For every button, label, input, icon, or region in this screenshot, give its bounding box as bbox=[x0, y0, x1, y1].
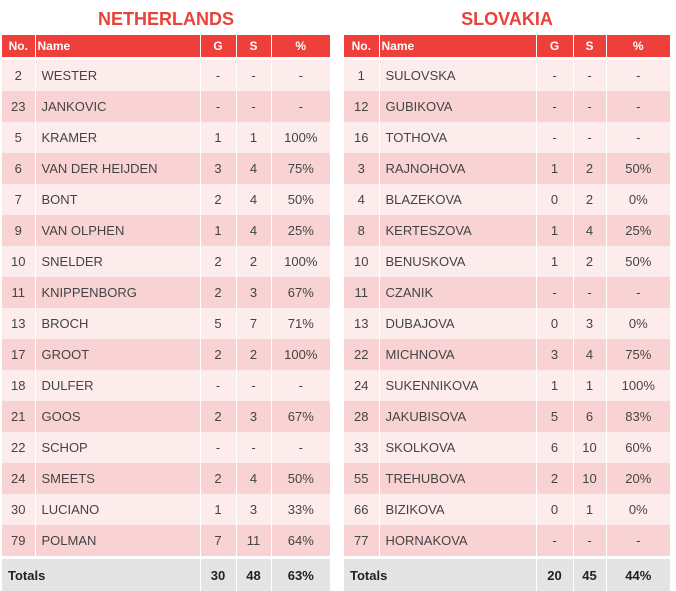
player-shots: 4 bbox=[236, 184, 271, 215]
player-name: TREHUBOVA bbox=[379, 463, 536, 494]
player-number: 28 bbox=[344, 401, 379, 432]
player-percent: 50% bbox=[606, 246, 670, 277]
player-percent: - bbox=[271, 60, 330, 91]
player-shots: 1 bbox=[573, 494, 606, 525]
player-shots: 2 bbox=[573, 184, 606, 215]
table-row bbox=[344, 153, 670, 184]
player-name: JAKUBISOVA bbox=[379, 401, 536, 432]
table-row bbox=[344, 246, 670, 277]
player-percent: - bbox=[271, 432, 330, 463]
table-row bbox=[2, 91, 330, 122]
player-number: 24 bbox=[2, 463, 35, 494]
player-name: SCHOP bbox=[35, 432, 200, 463]
col-header-name: Name bbox=[379, 35, 536, 57]
player-goals: 1 bbox=[536, 215, 573, 246]
player-goals: 5 bbox=[200, 308, 236, 339]
player-shots: 2 bbox=[236, 246, 271, 277]
player-percent: 0% bbox=[606, 308, 670, 339]
player-goals: 2 bbox=[200, 184, 236, 215]
player-name: HORNAKOVA bbox=[379, 525, 536, 556]
player-shots: 2 bbox=[573, 246, 606, 277]
player-number: 16 bbox=[344, 122, 379, 153]
table-row bbox=[2, 339, 330, 370]
table-row bbox=[344, 525, 670, 556]
player-goals: 2 bbox=[200, 463, 236, 494]
player-number: 18 bbox=[2, 370, 35, 401]
totals-row bbox=[344, 559, 670, 591]
player-number: 6 bbox=[2, 153, 35, 184]
player-goals: 2 bbox=[200, 401, 236, 432]
table-row bbox=[2, 215, 330, 246]
player-goals: 1 bbox=[536, 153, 573, 184]
player-number: 55 bbox=[344, 463, 379, 494]
player-number: 5 bbox=[2, 122, 35, 153]
table-row bbox=[2, 246, 330, 277]
player-goals: - bbox=[536, 277, 573, 308]
player-shots: 4 bbox=[236, 463, 271, 494]
player-name: BENUSKOVA bbox=[379, 246, 536, 277]
player-shots: - bbox=[573, 277, 606, 308]
player-shots: - bbox=[236, 91, 271, 122]
player-goals: 1 bbox=[536, 246, 573, 277]
player-percent: 100% bbox=[606, 370, 670, 401]
table-row bbox=[2, 122, 330, 153]
table-row bbox=[344, 339, 670, 370]
player-percent: 50% bbox=[271, 184, 330, 215]
player-percent: 64% bbox=[271, 525, 330, 556]
player-shots: 4 bbox=[573, 215, 606, 246]
player-number: 79 bbox=[2, 525, 35, 556]
player-shots: 3 bbox=[236, 401, 271, 432]
player-percent: 33% bbox=[271, 494, 330, 525]
col-header-name: Name bbox=[35, 35, 200, 57]
player-name: VAN DER HEIJDEN bbox=[35, 153, 200, 184]
player-name: BIZIKOVA bbox=[379, 494, 536, 525]
player-percent: 75% bbox=[271, 153, 330, 184]
table-row bbox=[344, 91, 670, 122]
table-row bbox=[344, 494, 670, 525]
player-shots: 2 bbox=[236, 339, 271, 370]
table-row bbox=[2, 184, 330, 215]
player-shots: - bbox=[573, 122, 606, 153]
player-goals: 2 bbox=[200, 277, 236, 308]
totals-shots: 45 bbox=[573, 559, 606, 591]
table-row bbox=[344, 370, 670, 401]
player-number: 13 bbox=[344, 308, 379, 339]
player-number: 66 bbox=[344, 494, 379, 525]
header-row bbox=[2, 35, 330, 57]
team-netherlands-panel bbox=[2, 0, 330, 591]
player-goals: - bbox=[536, 91, 573, 122]
player-name: SNELDER bbox=[35, 246, 200, 277]
table-body bbox=[344, 57, 670, 591]
player-percent: 0% bbox=[606, 494, 670, 525]
col-header-no: No. bbox=[344, 35, 379, 57]
player-percent: 25% bbox=[606, 215, 670, 246]
table-row bbox=[344, 184, 670, 215]
player-goals: 0 bbox=[536, 308, 573, 339]
player-percent: 50% bbox=[271, 463, 330, 494]
player-name: LUCIANO bbox=[35, 494, 200, 525]
table-row bbox=[2, 463, 330, 494]
player-shots: - bbox=[236, 370, 271, 401]
player-name: JANKOVIC bbox=[35, 91, 200, 122]
player-number: 12 bbox=[344, 91, 379, 122]
player-percent: 100% bbox=[271, 246, 330, 277]
player-percent: 100% bbox=[271, 122, 330, 153]
player-percent: 71% bbox=[271, 308, 330, 339]
player-shots: 10 bbox=[573, 463, 606, 494]
table-row bbox=[344, 277, 670, 308]
player-name: KRAMER bbox=[35, 122, 200, 153]
totals-goals: 30 bbox=[200, 559, 236, 591]
table-row bbox=[344, 60, 670, 91]
totals-percent: 44% bbox=[606, 559, 670, 591]
player-name: DUBAJOVA bbox=[379, 308, 536, 339]
player-name: BROCH bbox=[35, 308, 200, 339]
player-number: 17 bbox=[2, 339, 35, 370]
player-number: 4 bbox=[344, 184, 379, 215]
player-goals: 2 bbox=[536, 463, 573, 494]
player-name: KERTESZOVA bbox=[379, 215, 536, 246]
totals-label: Totals bbox=[344, 559, 536, 591]
player-name: GOOS bbox=[35, 401, 200, 432]
table-row bbox=[2, 277, 330, 308]
player-number: 10 bbox=[2, 246, 35, 277]
player-shots: 4 bbox=[573, 339, 606, 370]
player-shots: - bbox=[573, 60, 606, 91]
player-percent: 25% bbox=[271, 215, 330, 246]
player-number: 10 bbox=[344, 246, 379, 277]
player-shots: 2 bbox=[573, 153, 606, 184]
player-shots: 3 bbox=[573, 308, 606, 339]
player-percent: - bbox=[606, 525, 670, 556]
player-name: SKOLKOVA bbox=[379, 432, 536, 463]
table-row bbox=[2, 60, 330, 91]
player-goals: 0 bbox=[536, 184, 573, 215]
player-percent: 50% bbox=[606, 153, 670, 184]
totals-row bbox=[2, 559, 330, 591]
player-goals: - bbox=[536, 525, 573, 556]
player-number: 1 bbox=[344, 60, 379, 91]
player-number: 33 bbox=[344, 432, 379, 463]
table-row bbox=[2, 370, 330, 401]
player-name: WESTER bbox=[35, 60, 200, 91]
player-goals: 2 bbox=[200, 339, 236, 370]
totals-label: Totals bbox=[2, 559, 200, 591]
totals-goals: 20 bbox=[536, 559, 573, 591]
player-shots: 6 bbox=[573, 401, 606, 432]
table-row bbox=[2, 153, 330, 184]
player-shots: 4 bbox=[236, 215, 271, 246]
player-number: 7 bbox=[2, 184, 35, 215]
table-row bbox=[2, 401, 330, 432]
header-row bbox=[344, 35, 670, 57]
player-percent: - bbox=[606, 277, 670, 308]
player-shots: 1 bbox=[573, 370, 606, 401]
player-shots: - bbox=[573, 91, 606, 122]
player-goals: 1 bbox=[200, 122, 236, 153]
player-shots: 4 bbox=[236, 153, 271, 184]
col-header-goals: G bbox=[200, 35, 236, 57]
player-goals: - bbox=[536, 122, 573, 153]
player-name: CZANIK bbox=[379, 277, 536, 308]
player-name: SMEETS bbox=[35, 463, 200, 494]
player-number: 9 bbox=[2, 215, 35, 246]
player-name: MICHNOVA bbox=[379, 339, 536, 370]
totals-percent: 63% bbox=[271, 559, 330, 591]
col-header-shots: S bbox=[573, 35, 606, 57]
team-title: SLOVAKIA bbox=[461, 9, 553, 29]
table-row bbox=[344, 463, 670, 494]
player-name: BONT bbox=[35, 184, 200, 215]
player-number: 13 bbox=[2, 308, 35, 339]
player-percent: 0% bbox=[606, 184, 670, 215]
player-number: 77 bbox=[344, 525, 379, 556]
team-title: NETHERLANDS bbox=[97, 9, 234, 29]
table-row bbox=[2, 308, 330, 339]
player-percent: 67% bbox=[271, 401, 330, 432]
col-header-no: No. bbox=[2, 35, 35, 57]
table-row bbox=[344, 308, 670, 339]
col-header-percent: % bbox=[606, 35, 670, 57]
player-goals: - bbox=[200, 432, 236, 463]
player-number: 3 bbox=[344, 153, 379, 184]
table-row bbox=[344, 432, 670, 463]
player-shots: 1 bbox=[236, 122, 271, 153]
col-header-percent: % bbox=[271, 35, 330, 57]
player-number: 30 bbox=[2, 494, 35, 525]
player-goals: 5 bbox=[536, 401, 573, 432]
player-goals: 1 bbox=[200, 494, 236, 525]
player-number: 22 bbox=[2, 432, 35, 463]
player-name: GUBIKOVA bbox=[379, 91, 536, 122]
player-goals: 7 bbox=[200, 525, 236, 556]
player-shots: - bbox=[236, 60, 271, 91]
player-goals: - bbox=[536, 60, 573, 91]
player-goals: - bbox=[200, 370, 236, 401]
player-number: 24 bbox=[344, 370, 379, 401]
player-name: DULFER bbox=[35, 370, 200, 401]
table-row bbox=[2, 494, 330, 525]
col-header-shots: S bbox=[236, 35, 271, 57]
player-percent: - bbox=[271, 91, 330, 122]
table-body bbox=[2, 57, 330, 591]
player-goals: 3 bbox=[200, 153, 236, 184]
table-row bbox=[2, 525, 330, 556]
player-percent: 67% bbox=[271, 277, 330, 308]
player-goals: 3 bbox=[536, 339, 573, 370]
table-row bbox=[344, 215, 670, 246]
totals-shots: 48 bbox=[236, 559, 271, 591]
player-name: VAN OLPHEN bbox=[35, 215, 200, 246]
player-shots: - bbox=[573, 525, 606, 556]
table-row bbox=[344, 401, 670, 432]
player-shots: 3 bbox=[236, 494, 271, 525]
player-number: 8 bbox=[344, 215, 379, 246]
player-name: SUKENNIKOVA bbox=[379, 370, 536, 401]
player-name: RAJNOHOVA bbox=[379, 153, 536, 184]
stats-table bbox=[344, 35, 670, 591]
player-goals: 2 bbox=[200, 246, 236, 277]
player-number: 22 bbox=[344, 339, 379, 370]
player-shots: - bbox=[236, 432, 271, 463]
player-percent: - bbox=[606, 91, 670, 122]
player-number: 23 bbox=[2, 91, 35, 122]
table-row bbox=[344, 122, 670, 153]
player-number: 11 bbox=[2, 277, 35, 308]
player-shots: 3 bbox=[236, 277, 271, 308]
team-slovakia-panel bbox=[344, 0, 670, 591]
player-goals: - bbox=[200, 60, 236, 91]
table-row bbox=[2, 432, 330, 463]
player-goals: 1 bbox=[536, 370, 573, 401]
player-percent: 20% bbox=[606, 463, 670, 494]
player-number: 11 bbox=[344, 277, 379, 308]
player-percent: 100% bbox=[271, 339, 330, 370]
player-percent: 75% bbox=[606, 339, 670, 370]
player-shots: 7 bbox=[236, 308, 271, 339]
player-shots: 11 bbox=[236, 525, 271, 556]
player-name: POLMAN bbox=[35, 525, 200, 556]
player-goals: - bbox=[200, 91, 236, 122]
player-goals: 1 bbox=[200, 215, 236, 246]
player-name: TOTHOVA bbox=[379, 122, 536, 153]
player-shots: 10 bbox=[573, 432, 606, 463]
player-name: GROOT bbox=[35, 339, 200, 370]
player-number: 2 bbox=[2, 60, 35, 91]
player-percent: 83% bbox=[606, 401, 670, 432]
player-goals: 0 bbox=[536, 494, 573, 525]
player-name: BLAZEKOVA bbox=[379, 184, 536, 215]
player-percent: 60% bbox=[606, 432, 670, 463]
player-number: 21 bbox=[2, 401, 35, 432]
player-goals: 6 bbox=[536, 432, 573, 463]
stats-table bbox=[2, 35, 330, 591]
player-percent: - bbox=[606, 122, 670, 153]
player-percent: - bbox=[606, 60, 670, 91]
col-header-goals: G bbox=[536, 35, 573, 57]
player-percent: - bbox=[271, 370, 330, 401]
player-name: KNIPPENBORG bbox=[35, 277, 200, 308]
player-name: SULOVSKA bbox=[379, 60, 536, 91]
